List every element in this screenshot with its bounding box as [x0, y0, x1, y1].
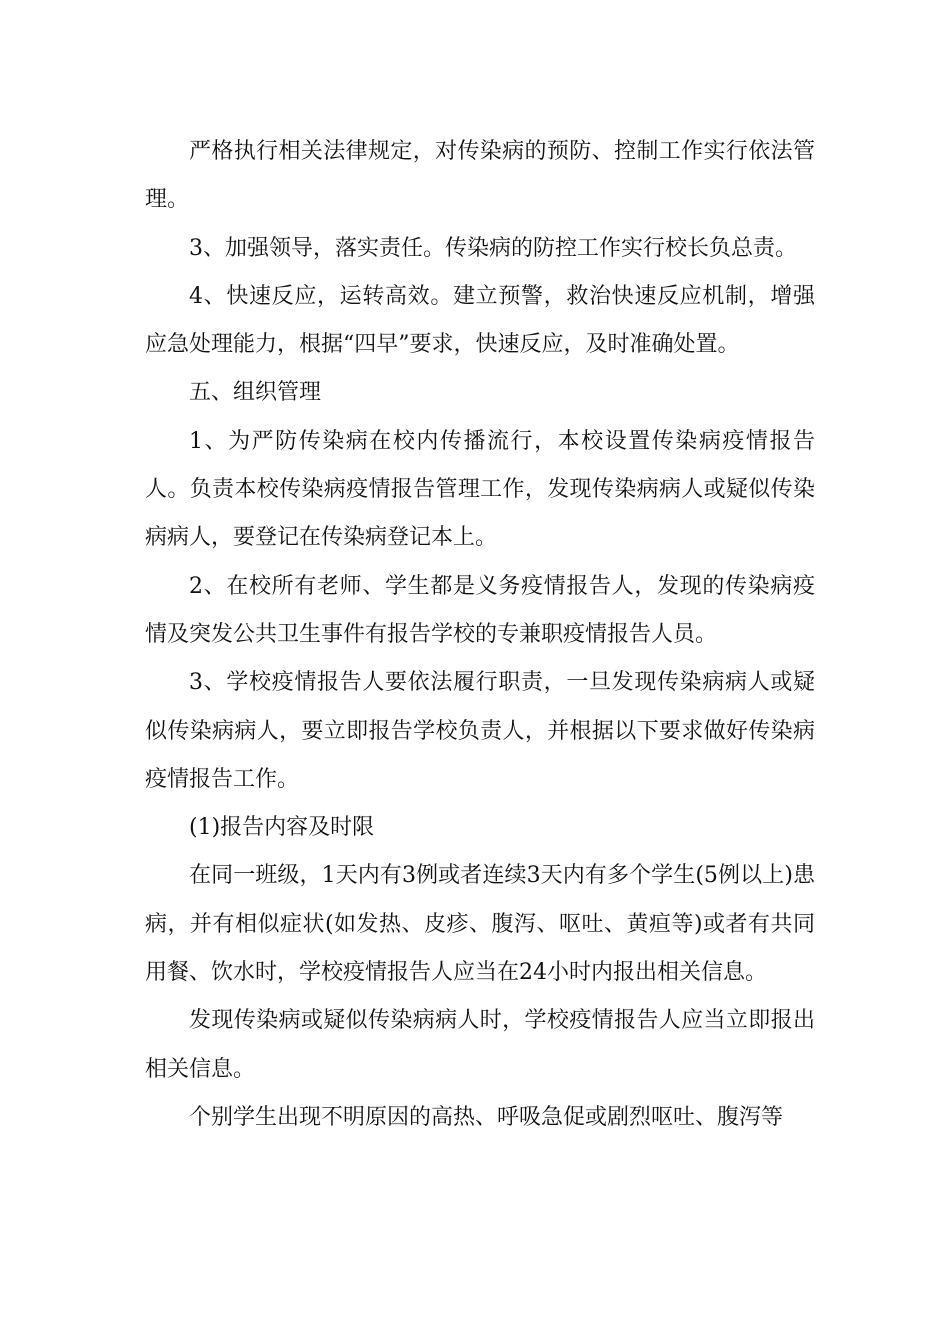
- paragraph-immediate-report: 发现传染病或疑似传染病病人时，学校疫情报告人应当立即报出相关信息。: [145, 1008, 815, 1082]
- subheading-report-content: (1)报告内容及时限: [189, 815, 375, 841]
- paragraph-rapid-response: 4、快速反应，运转高效。建立预警，救治快速反应机制，增强应急处理能力，根据“四早”要求，快速反应，及时准确处置。: [145, 283, 815, 358]
- paragraph-obligatory-reporters: 2、在校所有老师、学生都是义务疫情报告人，发现的传染病疫情及突发公共卫生事件有报告学校的专兼职疫情报告人员。: [145, 573, 815, 647]
- paragraph-legal-management: 严格执行相关法律规定，对传染病的预防、控制工作实行依法管理。: [145, 139, 815, 213]
- paragraph-reporter-setup: 1、为严防传染病在校内传播流行，本校设置传染病疫情报告人。负责本校传染病疫情报告管理工作，发现传染病病人或疑似传染病病人，要登记在传染病登记本上。: [145, 428, 815, 551]
- section-heading-organization: 五、组织管理: [189, 380, 322, 406]
- paragraph-leadership-responsibility: 3、加强领导，落实责任。传染病的防控工作实行校长负总责。: [189, 235, 797, 261]
- paragraph-class-cluster: 在同一班级，1天内有3例或者连续3天内有多个学生(5例以上)患病，并有相似症状(如发热、皮疹、腹泻、呕吐、黄疸等)或者有共同用餐、饮水时，学校疫情报告人应当在24小时内报出相关信息。: [145, 863, 815, 986]
- paragraph-reporter-duties: 3、学校疫情报告人要依法履行职责，一旦发现传染病病人或疑似传染病病人，要立即报告学校负责人，并根据以下要求做好传染病疫情报告工作。: [145, 670, 815, 792]
- paragraph-unexplained-symptoms: 个别学生出现不明原因的高热、呼吸急促或剧烈呕吐、腹泻等: [189, 1104, 784, 1130]
- document-body: [145, 128, 815, 1142]
